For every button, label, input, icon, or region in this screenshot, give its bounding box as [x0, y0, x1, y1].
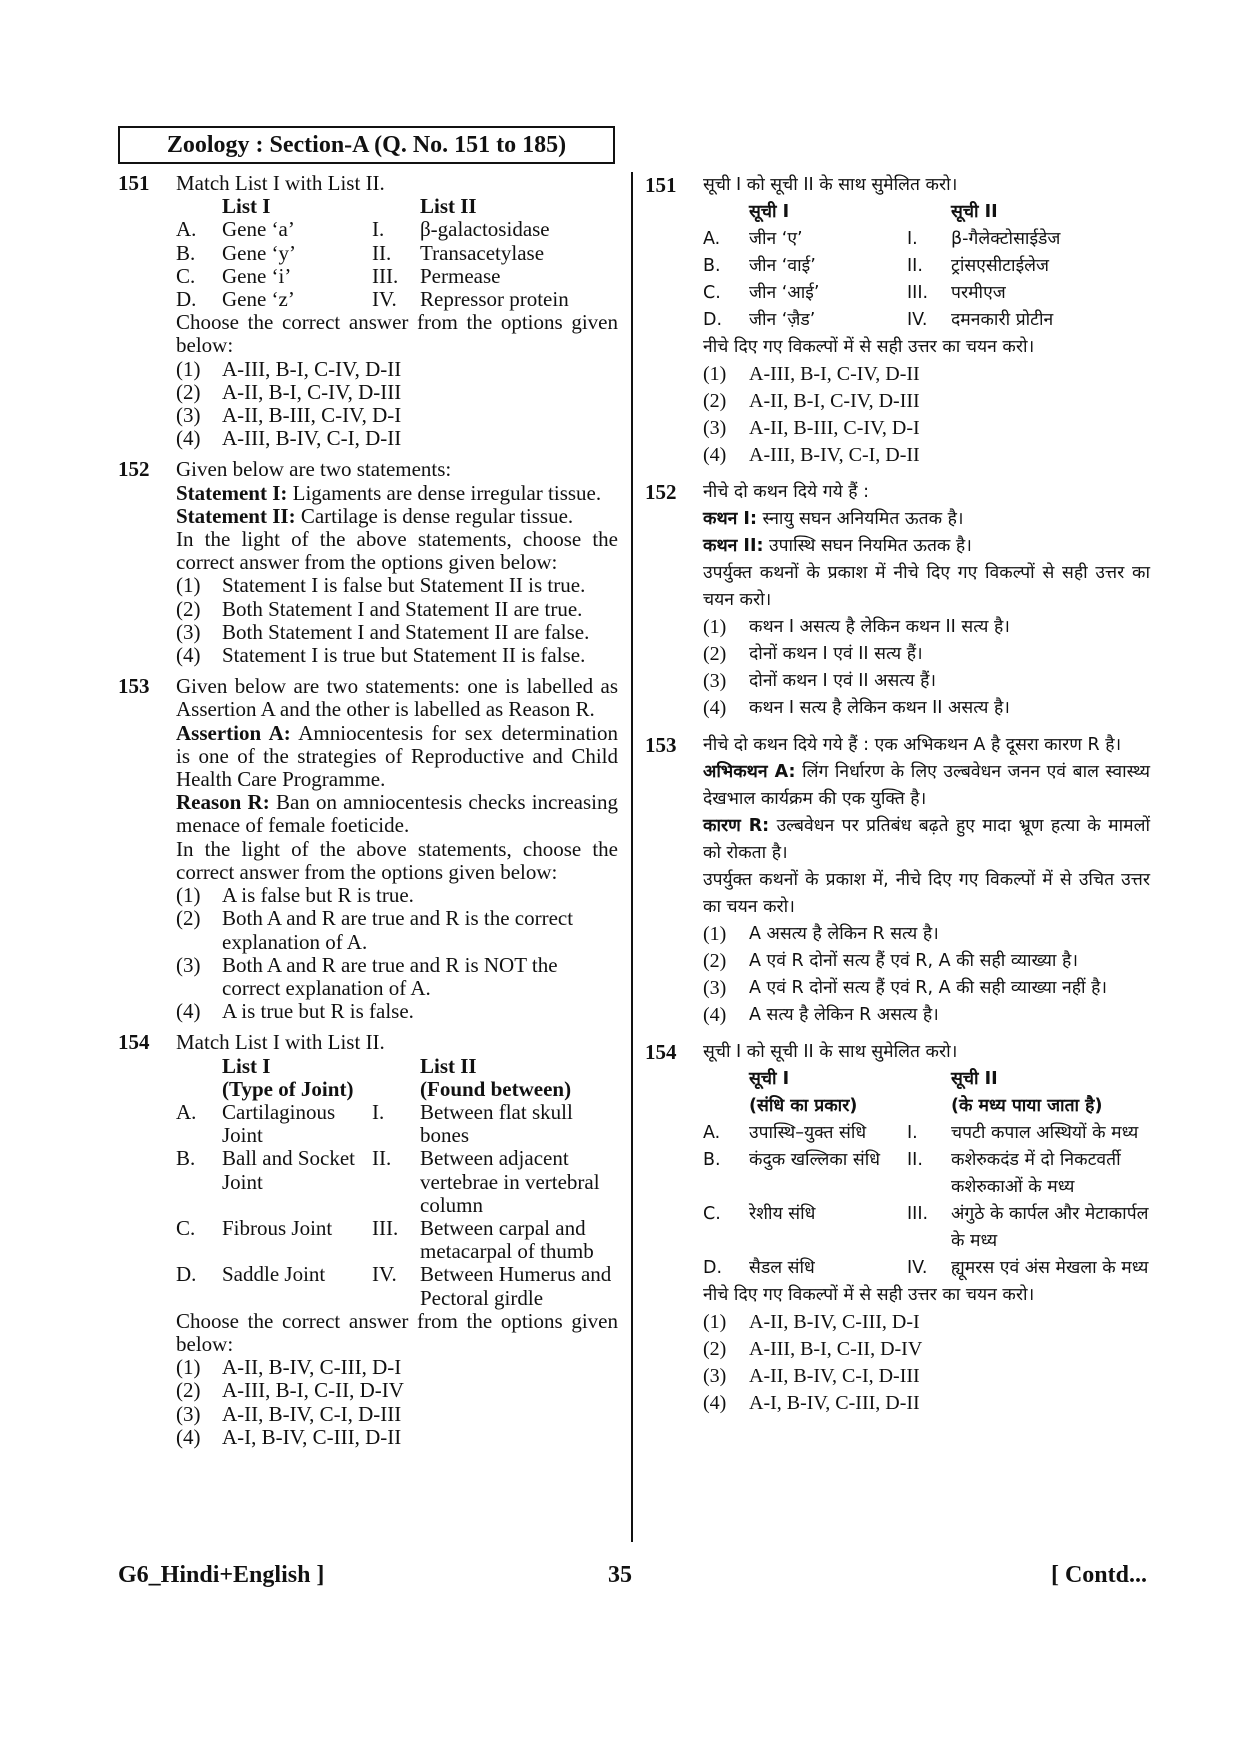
option-number: (2)	[176, 596, 201, 621]
list-ii-item: Between Humerus and Pectoral girdle	[420, 1262, 612, 1310]
match-row	[703, 1147, 1150, 1201]
option-2[interactable]	[176, 907, 618, 953]
list-subheader	[176, 1078, 618, 1101]
list-header	[703, 1066, 1150, 1093]
row-label: B.	[703, 256, 721, 276]
option-text: A-III, B-IV, C-I, D-II	[749, 444, 920, 466]
list-ii-item: Between adjacent vertebrae in vertebral column	[420, 1146, 600, 1217]
row-label: A.	[176, 1099, 197, 1124]
option-text: A-II, B-IV, C-I, D-III	[749, 1365, 920, 1387]
question-151-en	[118, 172, 618, 450]
question-stem: सूची I को सूची II के साथ सुमेलित करो।	[703, 175, 958, 195]
reason	[703, 813, 1150, 867]
row-roman: I.	[907, 229, 918, 249]
question-stem: Given below are two statements: one is labelled as Assertion A and the other is labelled as Reason R.	[176, 674, 618, 722]
option-text: A-III, B-I, C-II, D-IV	[222, 1378, 404, 1403]
option-number: (1)	[703, 923, 727, 945]
option-number: (1)	[703, 1311, 727, 1333]
list-i-header: सूची I	[749, 202, 790, 222]
option-text: कथन I सत्य है लेकिन कथन II असत्य है।	[749, 698, 1010, 718]
question-number: 152	[118, 457, 150, 482]
question-number: 153	[118, 674, 150, 699]
instruction: उपर्युक्त कथनों के प्रकाश में, नीचे दिए गए विकल्पों में से उचित उत्तर का चयन करो।	[703, 870, 1150, 917]
paper-code: G6_Hindi+English ]	[118, 1562, 325, 1588]
hindi-column	[645, 172, 1150, 1427]
row-label: B.	[176, 240, 196, 265]
list-i-item: Cartilaginous Joint	[222, 1099, 336, 1148]
option-4[interactable]	[703, 1002, 1150, 1029]
option-text: A-I, B-IV, C-III, D-II	[222, 1424, 402, 1449]
list-i-item: Gene ‘i’	[222, 263, 292, 288]
list-i-item: Ball and Socket Joint	[222, 1146, 355, 1194]
list-i-item: Fibrous Joint	[222, 1215, 333, 1240]
option-text: Both Statement I and Statement II are true.	[222, 596, 583, 621]
row-label: D.	[703, 1258, 723, 1278]
continued-label: [ Contd...	[1050, 1562, 1147, 1588]
row-label: A.	[176, 217, 197, 242]
option-2[interactable]	[703, 948, 1150, 975]
list-i-header: सूची I	[749, 1069, 790, 1089]
assertion-label: Assertion A:	[176, 720, 291, 745]
list-ii-item: ह्यूमरस एवं अंस मेखला के मध्य	[951, 1258, 1149, 1278]
option-text: A is false but R is true.	[222, 883, 414, 908]
list-i-item: उपास्थि–युक्त संधि	[749, 1123, 867, 1143]
option-4[interactable]	[176, 644, 618, 667]
option-1[interactable]	[176, 574, 618, 597]
option-text: दोनों कथन I एवं II असत्य हैं।	[749, 671, 937, 691]
option-text: A सत्य है लेकिन R असत्य है।	[749, 1005, 939, 1025]
option-text: कथन I असत्य है लेकिन कथन II सत्य है।	[749, 617, 1010, 637]
question-stem: Match List I with List II.	[176, 1030, 385, 1055]
match-row	[176, 1263, 618, 1309]
list-ii-subheader: (के मध्य पाया जाता है)	[951, 1096, 1103, 1116]
question-stem: नीचे दो कथन दिये गये हैं :	[703, 482, 870, 502]
instruction: Choose the correct answer from the options given below:	[176, 310, 618, 358]
option-number: (4)	[703, 444, 727, 466]
option-1[interactable]	[703, 361, 1150, 388]
row-label: C.	[703, 1204, 721, 1224]
statement-text: उपास्थि सघन नियमित ऊतक है।	[769, 536, 972, 556]
match-row	[176, 242, 618, 265]
list-i-subheader: (संधि का प्रकार)	[749, 1096, 858, 1116]
instruction: Choose the correct answer from the options given below:	[176, 1308, 618, 1356]
instruction: नीचे दिए गए विकल्पों में से सही उत्तर का चयन करो।	[703, 337, 1035, 357]
row-roman: III.	[372, 1215, 399, 1240]
page-number: 35	[608, 1562, 632, 1588]
assertion	[176, 722, 618, 792]
option-text: A-III, B-I, C-IV, D-II	[749, 363, 920, 385]
statement-2	[176, 505, 618, 528]
list-subheader	[703, 1093, 1150, 1120]
option-text: A-II, B-III, C-IV, D-I	[749, 417, 920, 439]
match-row	[703, 226, 1150, 253]
reason-label: कारण R:	[703, 816, 770, 836]
list-ii-item: परमीएज	[951, 283, 1006, 303]
statement-text: स्नायु सघन अनियमित ऊतक है।	[762, 509, 964, 529]
list-header	[176, 1055, 618, 1078]
option-1[interactable]	[176, 358, 618, 381]
option-text: A एवं R दोनों सत्य हैं एवं R, A की सही व्याख्या है।	[749, 951, 1078, 971]
instruction: In the light of the above statements, choose the correct answer from the options given below:	[176, 836, 618, 884]
match-row	[703, 1120, 1150, 1147]
list-i-item: Saddle Joint	[222, 1262, 326, 1287]
option-number: (3)	[703, 670, 727, 692]
match-row	[703, 307, 1150, 334]
option-number: (4)	[176, 1424, 201, 1449]
row-roman: I.	[372, 1099, 385, 1124]
question-152-hi	[645, 479, 1150, 722]
option-text: दोनों कथन I एवं II सत्य हैं।	[749, 644, 923, 664]
option-1[interactable]	[703, 614, 1150, 641]
option-2[interactable]	[176, 381, 618, 404]
list-header	[703, 199, 1150, 226]
option-3[interactable]	[703, 1363, 1150, 1390]
statement-label: कथन I:	[703, 509, 757, 529]
list-i-item: जीन ‘ए’	[749, 229, 803, 249]
option-number: (1)	[703, 363, 727, 385]
option-number: (1)	[176, 573, 201, 598]
list-i-header: List I	[222, 194, 271, 219]
option-4[interactable]	[703, 442, 1150, 469]
option-4[interactable]	[176, 1426, 618, 1449]
question-stem: सूची I को सूची II के साथ सुमेलित करो।	[703, 1042, 958, 1062]
row-roman: III.	[907, 1204, 929, 1224]
option-text: A-III, B-I, C-II, D-IV	[749, 1338, 923, 1360]
option-3[interactable]	[703, 668, 1150, 695]
option-text: A-III, B-I, C-IV, D-II	[222, 356, 402, 381]
question-number: 151	[645, 173, 677, 197]
list-ii-item: Between flat skull bones	[420, 1099, 573, 1148]
row-label: C.	[703, 283, 721, 303]
option-3[interactable]	[176, 954, 618, 1000]
question-154-hi	[645, 1039, 1150, 1417]
reason	[176, 791, 618, 837]
assertion	[703, 759, 1150, 813]
question-153-en	[118, 675, 618, 1023]
option-number: (3)	[703, 1365, 727, 1387]
list-i-item: कंदुक खल्लिका संधि	[749, 1150, 880, 1170]
list-ii-item: β-galactosidase	[420, 217, 550, 242]
list-header	[176, 195, 618, 218]
list-ii-header: सूची II	[951, 1069, 998, 1089]
option-number: (3)	[176, 403, 201, 428]
option-2[interactable]	[703, 388, 1150, 415]
row-roman: I.	[372, 217, 385, 242]
option-text: A-II, B-IV, C-I, D-III	[222, 1401, 402, 1426]
option-3[interactable]	[176, 404, 618, 427]
option-text: Statement I is true but Statement II is false.	[222, 643, 586, 668]
option-1[interactable]	[176, 1356, 618, 1379]
row-roman: II.	[907, 256, 923, 276]
option-1[interactable]	[176, 884, 618, 907]
option-number: (2)	[176, 1378, 201, 1403]
option-4[interactable]	[176, 427, 618, 450]
option-text: A is true but R is false.	[222, 999, 414, 1024]
statement-text: Cartilage is dense regular tissue.	[300, 503, 574, 528]
row-roman: IV.	[372, 287, 397, 312]
row-roman: IV.	[907, 1258, 928, 1278]
list-ii-item: ट्रांसएसीटाईलेज	[951, 256, 1050, 276]
question-number: 154	[118, 1030, 150, 1055]
list-i-item: रेशीय संधि	[749, 1204, 816, 1224]
option-text: Statement I is false but Statement II is true.	[222, 573, 586, 598]
row-roman: III.	[372, 263, 399, 288]
row-label: D.	[176, 1262, 197, 1287]
match-row	[703, 253, 1150, 280]
option-text: A-II, B-III, C-IV, D-I	[222, 403, 402, 428]
list-ii-item: Repressor protein	[420, 287, 569, 312]
statement-1	[703, 506, 1150, 533]
option-number: (2)	[703, 643, 727, 665]
question-154-en	[118, 1031, 618, 1449]
question-152-en	[118, 458, 618, 667]
match-row	[703, 1255, 1150, 1282]
option-number: (1)	[176, 1355, 201, 1380]
match-row	[703, 1201, 1150, 1255]
option-number: (1)	[703, 616, 727, 638]
match-row	[176, 1101, 618, 1147]
column-divider	[631, 172, 633, 1542]
assertion-text: Amniocentesis for sex determination is one of the strategies of Reproductive and Child Health Care Programme.	[176, 720, 619, 792]
list-ii-header: सूची II	[951, 202, 998, 222]
statement-label: Statement II:	[176, 503, 296, 528]
option-number: (4)	[176, 426, 201, 451]
option-number: (2)	[176, 379, 201, 404]
option-number: (3)	[176, 1401, 201, 1426]
list-ii-item: चपटी कपाल अस्थियों के मध्य	[951, 1123, 1139, 1143]
question-153-hi	[645, 732, 1150, 1029]
option-1[interactable]	[703, 1309, 1150, 1336]
reason-text: Ban on amniocentesis checks increasing menace of female foeticide.	[176, 790, 619, 838]
option-number: (2)	[703, 1338, 727, 1360]
list-i-item: Gene ‘y’	[222, 240, 297, 265]
option-text: A-II, B-IV, C-III, D-I	[749, 1311, 920, 1333]
row-roman: II.	[907, 1150, 923, 1170]
option-text: Both A and R are true and R is NOT the correct explanation of A.	[222, 952, 558, 1000]
option-4[interactable]	[703, 695, 1150, 722]
option-2[interactable]	[703, 1336, 1150, 1363]
statement-label: Statement I:	[176, 480, 288, 505]
row-roman: II.	[372, 240, 392, 265]
question-number: 154	[645, 1040, 677, 1064]
statement-2	[703, 533, 1150, 560]
english-column	[118, 172, 618, 1457]
list-ii-header: List II	[420, 1053, 477, 1078]
list-ii-subheader: (Found between)	[420, 1076, 572, 1101]
option-text: A-III, B-IV, C-I, D-II	[222, 426, 402, 451]
option-text: Both Statement I and Statement II are false.	[222, 619, 590, 644]
row-roman: II.	[372, 1146, 392, 1171]
row-label: C.	[176, 263, 196, 288]
section-title: Zoology : Section-A (Q. No. 151 to 185)	[118, 126, 615, 164]
list-ii-item: Permease	[420, 263, 501, 288]
list-i-item: Gene ‘a’	[222, 217, 295, 242]
row-roman: IV.	[907, 310, 928, 330]
question-number: 153	[645, 733, 677, 757]
option-2[interactable]	[176, 598, 618, 621]
option-text: A-II, B-IV, C-III, D-I	[222, 1355, 402, 1380]
list-i-item: जीन ‘वाई’	[749, 256, 816, 276]
instruction: नीचे दिए गए विकल्पों में से सही उत्तर का चयन करो।	[703, 1285, 1035, 1305]
list-ii-item: कशेरुकदंड में दो निकटवर्ती कशेरुकाओं के मध्य	[951, 1150, 1121, 1197]
row-label: A.	[703, 1123, 721, 1143]
option-number: (1)	[176, 356, 201, 381]
row-label: B.	[176, 1146, 196, 1171]
match-row	[176, 1217, 618, 1263]
list-ii-header: List II	[420, 194, 477, 219]
assertion-text: लिंग निर्धारण के लिए उल्बवेधन जनन एवं बाल स्वास्थ्य देखभाल कार्यक्रम की एक युक्ति है।	[703, 762, 1150, 809]
option-3[interactable]	[176, 1403, 618, 1426]
question-stem: नीचे दो कथन दिये गये हैं : एक अभिकथन A है दूसरा कारण R है।	[703, 735, 1122, 755]
option-3[interactable]	[703, 415, 1150, 442]
match-row	[703, 280, 1150, 307]
option-1[interactable]	[703, 921, 1150, 948]
option-number: (4)	[703, 697, 727, 719]
list-ii-item: दमनकारी प्रोटीन	[951, 310, 1054, 330]
list-i-item: जीन ‘आई’	[749, 283, 820, 303]
instruction: In the light of the above statements, choose the correct answer from the options given below:	[176, 527, 618, 575]
row-roman: IV.	[372, 1262, 397, 1287]
option-number: (4)	[703, 1392, 727, 1414]
list-i-subheader: (Type of Joint)	[222, 1076, 354, 1101]
statement-text: Ligaments are dense irregular tissue.	[292, 480, 602, 505]
option-number: (3)	[703, 417, 727, 439]
option-text: A-I, B-IV, C-III, D-II	[749, 1392, 920, 1414]
match-row	[176, 1147, 618, 1217]
reason-text: उल्बवेधन पर प्रतिबंध बढ़ते हुए मादा भ्रूण हत्या के मामलों को रोकता है।	[703, 816, 1150, 863]
option-number: (4)	[703, 1004, 727, 1026]
row-label: B.	[703, 1150, 721, 1170]
option-2[interactable]	[703, 641, 1150, 668]
option-4[interactable]	[176, 1000, 618, 1023]
row-label: D.	[703, 310, 723, 330]
row-label: D.	[176, 287, 197, 312]
list-ii-item: β-गैलेक्टोसाईडेज	[951, 229, 1061, 249]
statement-1	[176, 482, 618, 505]
list-ii-item: अंगुठे के कार्पल और मेटाकार्पल के मध्य	[951, 1204, 1149, 1251]
option-number: (3)	[703, 977, 727, 999]
row-label: C.	[176, 1215, 196, 1240]
option-text: A एवं R दोनों सत्य हैं एवं R, A की सही व्याख्या नहीं है।	[749, 978, 1108, 998]
option-3[interactable]	[176, 621, 618, 644]
option-text: A-II, B-I, C-IV, D-III	[222, 379, 402, 404]
option-text: A असत्य है लेकिन R सत्य है।	[749, 924, 939, 944]
list-i-item: Gene ‘z’	[222, 287, 295, 312]
option-number: (2)	[703, 390, 727, 412]
match-row	[176, 288, 618, 311]
option-text: Both A and R are true and R is the correct explanation of A.	[222, 906, 574, 954]
option-4[interactable]	[703, 1390, 1150, 1417]
option-number: (2)	[703, 950, 727, 972]
row-roman: III.	[907, 283, 929, 303]
option-number: (3)	[176, 952, 201, 977]
option-number: (4)	[176, 643, 201, 668]
list-i-header: List I	[222, 1053, 271, 1078]
option-2[interactable]	[176, 1379, 618, 1402]
instruction: उपर्युक्त कथनों के प्रकाश में नीचे दिए गए विकल्पों से सही उत्तर का चयन करो।	[703, 563, 1150, 610]
row-roman: I.	[907, 1123, 918, 1143]
question-number: 151	[118, 171, 150, 195]
match-row	[176, 265, 618, 288]
question-151-hi	[645, 172, 1150, 469]
row-label: A.	[703, 229, 721, 249]
option-number: (2)	[176, 906, 201, 931]
list-ii-item: Transacetylase	[420, 240, 545, 265]
option-3[interactable]	[703, 975, 1150, 1002]
question-number: 152	[645, 480, 677, 504]
option-text: A-II, B-I, C-IV, D-III	[749, 390, 920, 412]
match-row	[176, 218, 618, 241]
statement-label: कथन II:	[703, 536, 764, 556]
list-i-item: सैडल संधि	[749, 1258, 815, 1278]
assertion-label: अभिकथन A:	[703, 762, 796, 782]
option-number: (3)	[176, 619, 201, 644]
list-ii-item: Between carpal and metacarpal of thumb	[420, 1215, 594, 1264]
option-number: (1)	[176, 883, 201, 908]
option-number: (4)	[176, 999, 201, 1024]
question-stem: Match List I with List II.	[176, 171, 385, 195]
list-i-item: जीन ‘ज़ैड’	[749, 310, 816, 330]
reason-label: Reason R:	[176, 790, 270, 815]
question-stem: Given below are two statements:	[176, 457, 452, 482]
